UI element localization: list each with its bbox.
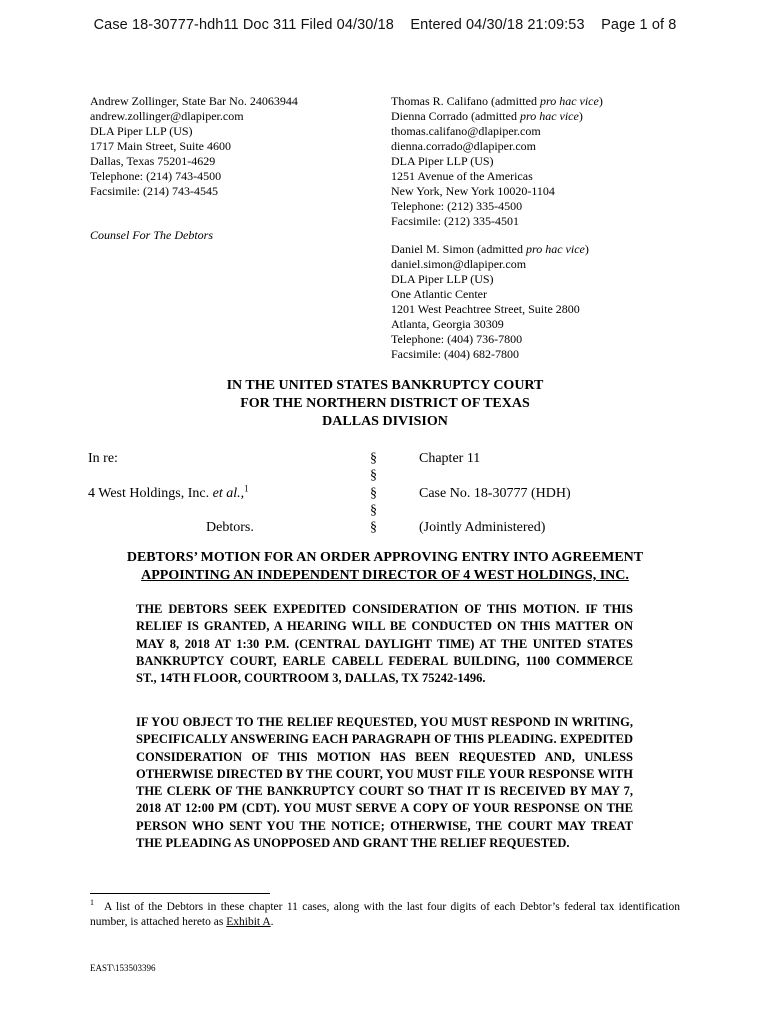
attorney-name: Thomas R. Califano	[391, 94, 488, 108]
chapter-label: Chapter 11	[419, 451, 481, 466]
counsel-address: 1201 West Peachtree Street, Suite 2800	[391, 302, 580, 316]
footnote-text: A list of the Debtors in these chapter 11 cases, along with the last four digits of each Debtor’s federal tax identification number, is attached hereto as	[90, 901, 680, 928]
counsel-firm: DLA Piper LLP (US)	[391, 154, 494, 168]
counsel-telephone: Telephone: (212) 335-4500	[391, 199, 523, 213]
counsel-line: Telephone: (214) 743-4500	[90, 169, 222, 183]
counsel-firm: DLA Piper LLP (US)	[391, 272, 494, 286]
counsel-address: One Atlantic Center	[391, 287, 487, 301]
counsel-address: Atlanta, Georgia 30309	[391, 317, 504, 331]
document-id: EAST\153503396	[90, 963, 156, 973]
footnote-number: 1	[90, 898, 94, 908]
counsel-email: thomas.califano@dlapiper.com	[391, 124, 541, 138]
debtors-label: Debtors.	[206, 520, 254, 535]
right-counsel-block-2	[391, 242, 589, 362]
counsel-telephone: Telephone: (404) 736-7800	[391, 332, 523, 346]
debtor-name	[88, 485, 249, 502]
admitted-suffix: )	[578, 109, 583, 123]
motion-title	[0, 549, 770, 585]
jointly-administered: (Jointly Administered)	[419, 520, 546, 535]
exhibit-link[interactable]: Exhibit A	[226, 916, 271, 928]
counsel-address: 1251 Avenue of the Americas	[391, 169, 533, 183]
section-symbol: §	[370, 468, 377, 484]
court-line: IN THE UNITED STATES BANKRUPTCY COURT	[226, 378, 544, 393]
et-al: et al.	[212, 486, 241, 501]
attorney-name: Dienna Corrado	[391, 109, 468, 123]
right-counsel-block	[391, 94, 603, 229]
court-heading	[0, 377, 770, 431]
footnote-end: .	[270, 916, 274, 928]
counsel-line: andrew.zollinger@dlapiper.com	[90, 109, 244, 123]
section-symbol: §	[370, 502, 377, 518]
section-symbol: §	[370, 485, 377, 501]
motion-title-line-1: DEBTORS’ MOTION FOR AN ORDER APPROVING ENTRY INTO AGREEMENT	[126, 550, 644, 565]
counsel-facsimile: Facsimile: (212) 335-4501	[391, 214, 519, 228]
footnote-divider	[90, 893, 270, 894]
section-symbols	[370, 450, 377, 536]
attorney-name: Daniel M. Simon	[391, 242, 474, 256]
counsel-line: 1717 Main Street, Suite 4600	[90, 139, 231, 153]
counsel-email: daniel.simon@dlapiper.com	[391, 257, 527, 271]
admitted-prefix: (admitted	[470, 109, 520, 123]
admitted-prefix: (admitted	[490, 94, 540, 108]
court-line: FOR THE NORTHERN DISTRICT OF TEXAS	[240, 396, 530, 411]
attorney-line	[391, 242, 589, 257]
expedited-notice-paragraph: THE DEBTORS SEEK EXPEDITED CONSIDERATION OF THIS MOTION. IF THIS RELIEF IS GRANTED, A HEARING WILL BE CONDUCTED ON THIS MATTER ON MAY 8, 2018 AT 1:30 P.M. (CENTRAL DAYLIGHT TIME) AT THE UNITED STATES BANKRUPTCY COURT, EARLE CABELL FEDERAL BUILDING, 1100 COMMERCE ST., 14TH FLOOR, COURTROOM 3, DALLAS, TX 75242-1496.	[136, 602, 633, 686]
counsel-facsimile: Facsimile: (404) 682-7800	[391, 347, 519, 361]
court-line: DALLAS DIVISION	[322, 414, 448, 429]
debtor-name-text: 4 West Holdings, Inc.	[88, 486, 213, 501]
admitted-suffix: )	[598, 94, 603, 108]
in-re-label: In re:	[88, 451, 118, 466]
attorney-line	[391, 109, 603, 124]
page-header: Case 18-30777-hdh11 Doc 311 Filed 04/30/18 Entered 04/30/18 21:09:53 Page 1 of 8	[93, 17, 677, 33]
pro-hac-vice: pro hac vice	[539, 94, 599, 108]
case-number: Case No. 18-30777 (HDH)	[419, 486, 571, 501]
left-counsel-block	[90, 94, 298, 199]
pro-hac-vice: pro hac vice	[519, 109, 579, 123]
counsel-email: dienna.corrado@dlapiper.com	[391, 139, 536, 153]
objection-notice-paragraph: IF YOU OBJECT TO THE RELIEF REQUESTED, YOU MUST RESPOND IN WRITING, SPECIFICALLY ANSWERING EACH PARAGRAPH OF THIS PLEADING. EXPEDITED CONSIDERATION OF THIS MOTION HAS BEEN REQUESTED AND, UNLESS OTHERWISE DIRECTED BY THE COURT, YOU MUST FILE YOUR RESPONSE WITH THE CLERK OF THE BANKRUPTCY COURT SO THAT IT IS RECEIVED BY MAY 7, 2018 AT 12:00 PM (CDT). YOU MUST SERVE A COPY OF YOUR RESPONSE ON THE PERSON WHO SENT YOU THE NOTICE; OTHERWISE, THE COURT MAY TREAT THE PLEADING AS UNOPPOSED AND GRANT THE RELIEF REQUESTED.	[136, 715, 633, 851]
attorney-line	[391, 94, 603, 109]
debtor-comma: ,	[240, 486, 245, 501]
counsel-line: Andrew Zollinger, State Bar No. 24063944	[90, 94, 298, 108]
section-symbol: §	[370, 520, 377, 536]
footnote-ref: 1	[244, 483, 249, 494]
counsel-line: Dallas, Texas 75201-4629	[90, 154, 216, 168]
admitted-prefix: (admitted	[477, 242, 526, 256]
admitted-suffix: )	[584, 242, 589, 256]
footnote	[90, 900, 680, 930]
counsel-role: Counsel For The Debtors	[90, 228, 213, 242]
motion-title-line-2: APPOINTING AN INDEPENDENT DIRECTOR OF 4 WEST HOLDINGS, INC.	[141, 568, 629, 583]
counsel-address: New York, New York 10020-1104	[391, 184, 555, 198]
pro-hac-vice: pro hac vice	[525, 242, 585, 256]
counsel-line: DLA Piper LLP (US)	[90, 124, 193, 138]
counsel-line: Facsimile: (214) 743-4545	[90, 184, 218, 198]
section-symbol: §	[370, 451, 377, 466]
